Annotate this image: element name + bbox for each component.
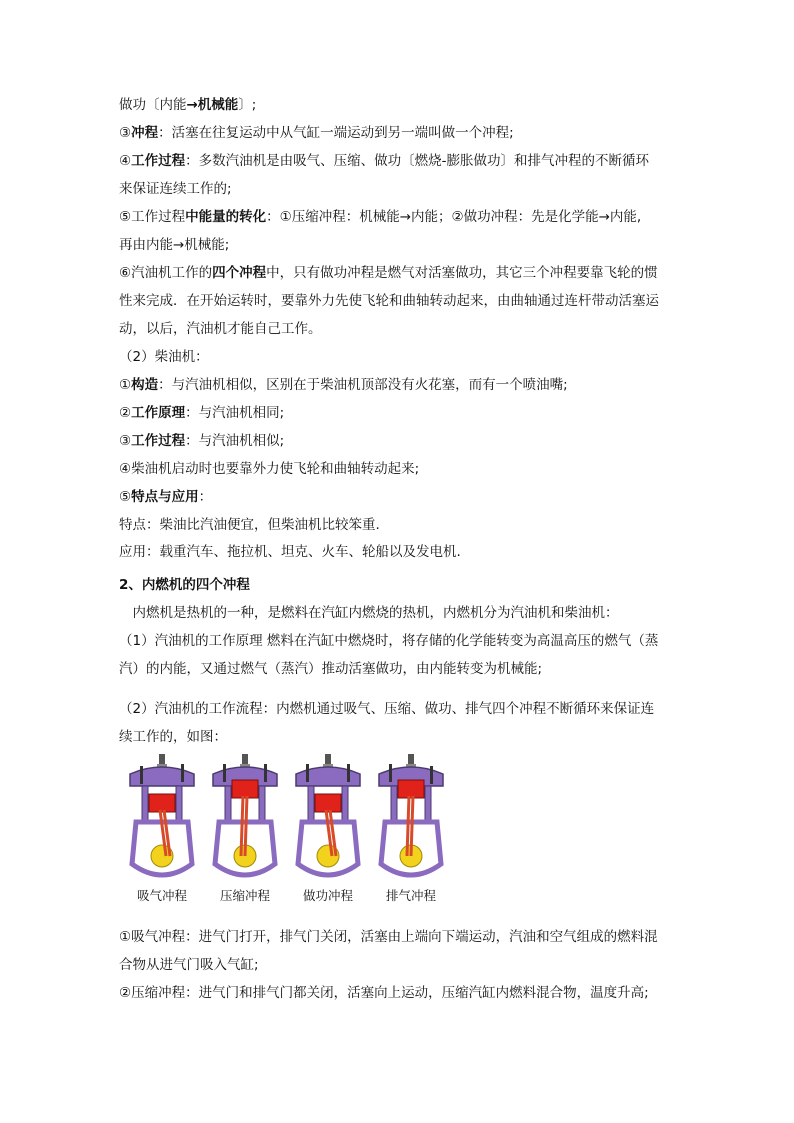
- piston: [398, 780, 424, 798]
- cylinder-wall: [391, 786, 397, 822]
- engine-power: [290, 752, 366, 904]
- text-line: [119, 700, 654, 718]
- engine-intake: [124, 752, 200, 904]
- cylinder-wall: [142, 786, 148, 822]
- text-run: 中，只有做功冲程是燃气对活塞做功，其它三个冲程要靠飞轮的惯: [266, 265, 658, 281]
- text-line: [119, 632, 658, 650]
- text-line: [119, 984, 649, 1002]
- text-line: [119, 376, 568, 394]
- piston: [315, 794, 341, 812]
- bold-text: 特点与应用: [131, 489, 199, 505]
- cylinder-head: [296, 767, 360, 786]
- text-line: [119, 728, 227, 746]
- caption-power: 做功冲程: [302, 888, 353, 903]
- bold-text: 工作过程: [131, 153, 186, 169]
- piston: [149, 794, 175, 812]
- exhaust-valve: [181, 764, 184, 782]
- text-run: ：多数汽油机是由吸气、压缩、做功〔燃烧-膨胀做功〕和排气冲程的不断循环: [185, 153, 649, 169]
- text-run: ②压缩冲程：进气门和排气门都关闭，活塞向上运动，压缩汽缸内燃料混合物，温度升高;: [119, 985, 649, 1001]
- text-run: ②: [119, 405, 132, 421]
- exhaust-valve: [430, 766, 433, 784]
- text-line: [119, 208, 641, 226]
- engine-exhaust: [373, 752, 449, 904]
- bold-text: 四个冲程: [212, 265, 267, 281]
- cylinder-wall: [308, 786, 314, 822]
- bold-text: 中能量的转化: [185, 209, 267, 225]
- bold-text: 2、内燃机的四个冲程: [119, 577, 250, 593]
- text-run: ：与汽油机相似;: [185, 433, 285, 449]
- caption-intake: 吸气冲程: [136, 888, 187, 903]
- text-run: ④: [119, 153, 132, 169]
- cylinder-head: [130, 767, 194, 786]
- text-run: （1）汽油机的工作原理 燃料在汽缸中燃烧时，将存储的化学能转变为高温高压的燃气（蒸: [119, 633, 659, 649]
- text-line: [119, 348, 209, 366]
- text-line: [119, 516, 380, 534]
- piston: [232, 780, 258, 798]
- connecting-rod: [407, 796, 409, 856]
- connecting-rod: [241, 796, 243, 856]
- text-run: 动，以后，汽油机才能自己工作。: [119, 321, 322, 337]
- four-stroke-figure: [124, 752, 448, 904]
- engine-compression-illustration: [207, 752, 283, 886]
- intake-valve: [389, 764, 392, 782]
- intake-valve: [306, 764, 309, 782]
- text-line: [119, 460, 419, 478]
- text-run: ①吸气冲程：进气门打开，排气门关闭，活塞由上端向下端运动，汽油和空气组成的燃料混: [119, 929, 658, 945]
- text-run: ：与汽油机相同;: [185, 405, 285, 421]
- engine-compression: [207, 752, 283, 904]
- text-line: [119, 488, 212, 506]
- exhaust-valve: [347, 764, 350, 782]
- text-run: ③: [119, 433, 132, 449]
- cylinder-wall: [176, 786, 182, 822]
- text-line: [119, 124, 514, 142]
- text-run: 性来完成．在开始运转时，要靠外力先使飞轮和曲轴转动起来，由曲轴通过连杆带动活塞运: [119, 293, 659, 309]
- text-run: ④柴油机启动时也要靠外力使飞轮和曲轴转动起来;: [119, 461, 420, 477]
- intake-valve: [140, 766, 143, 784]
- engine-power-illustration: [290, 752, 366, 886]
- text-line: [119, 152, 649, 170]
- intake-valve: [223, 764, 226, 782]
- cylinder-wall: [342, 786, 348, 822]
- text-run: 再由内能→机械能;: [119, 237, 230, 253]
- text-line: [119, 292, 659, 310]
- caption-compression: 压缩冲程: [219, 888, 270, 903]
- text-run: 做功〔内能: [119, 97, 187, 113]
- text-run: ⑤工作过程: [119, 209, 186, 225]
- section-heading: [119, 576, 250, 594]
- cylinder-wall: [425, 786, 431, 822]
- text-run: 内燃机是热机的一种，是燃料在汽缸内燃烧的热机，内燃机分为汽油机和柴油机：: [119, 605, 619, 621]
- text-line: [119, 236, 229, 254]
- text-line: [119, 660, 542, 678]
- text-line: [119, 928, 658, 946]
- text-line: [119, 264, 658, 282]
- text-line: [119, 180, 232, 198]
- text-line: [119, 956, 259, 974]
- bold-text: 工作过程: [131, 433, 186, 449]
- text-run: 特点：柴油比汽油便宜，但柴油机比较笨重.: [119, 517, 380, 533]
- engine-exhaust-illustration: [373, 752, 449, 886]
- text-run: ③: [119, 125, 132, 141]
- text-run: ①: [119, 377, 132, 393]
- text-line: [119, 404, 284, 422]
- text-run: ⑤: [119, 489, 132, 505]
- bold-text: 冲程: [131, 125, 159, 141]
- text-line: [119, 604, 619, 622]
- text-line: [119, 320, 322, 338]
- bold-text: 构造: [131, 377, 159, 393]
- text-run: ⑥汽油机工作的: [119, 265, 213, 281]
- text-run: ：活塞在往复运动中从气缸一端运动到另一端叫做一个冲程;: [158, 125, 514, 141]
- bold-text: →机械能: [186, 97, 239, 113]
- cylinder-wall: [225, 786, 231, 822]
- text-run: 汽）的内能，又通过燃气（蒸汽）推动活塞做功，由内能转变为机械能;: [119, 661, 543, 677]
- engine-intake-illustration: [124, 752, 200, 886]
- text-line: [119, 543, 461, 561]
- text-run: 来保证连续工作的;: [119, 181, 232, 197]
- text-line: [119, 96, 256, 114]
- text-line: [119, 432, 284, 450]
- text-run: ：: [198, 489, 213, 505]
- text-run: 〕;: [238, 97, 257, 113]
- text-run: 续工作的，如图：: [119, 729, 227, 745]
- bold-text: 工作原理: [131, 405, 186, 421]
- text-run: ：与汽油机相似，区别在于柴油机顶部没有火花塞，而有一个喷油嘴;: [158, 377, 568, 393]
- text-run: 应用：载重汽车、拖拉机、坦克、火车、轮船以及发电机.: [119, 544, 461, 560]
- text-run: 合物从进气门吸入气缸;: [119, 957, 259, 973]
- caption-exhaust: 排气冲程: [385, 888, 436, 903]
- text-run: （2）汽油机的工作流程：内燃机通过吸气、压缩、做功、排气四个冲程不断循环来保证连: [119, 701, 655, 717]
- text-run: （2）柴油机：: [119, 349, 209, 365]
- text-run: ：①压缩冲程：机械能→内能；②做功冲程：先是化学能→内能,: [266, 209, 642, 225]
- exhaust-valve: [264, 764, 267, 782]
- cylinder-wall: [259, 786, 265, 822]
